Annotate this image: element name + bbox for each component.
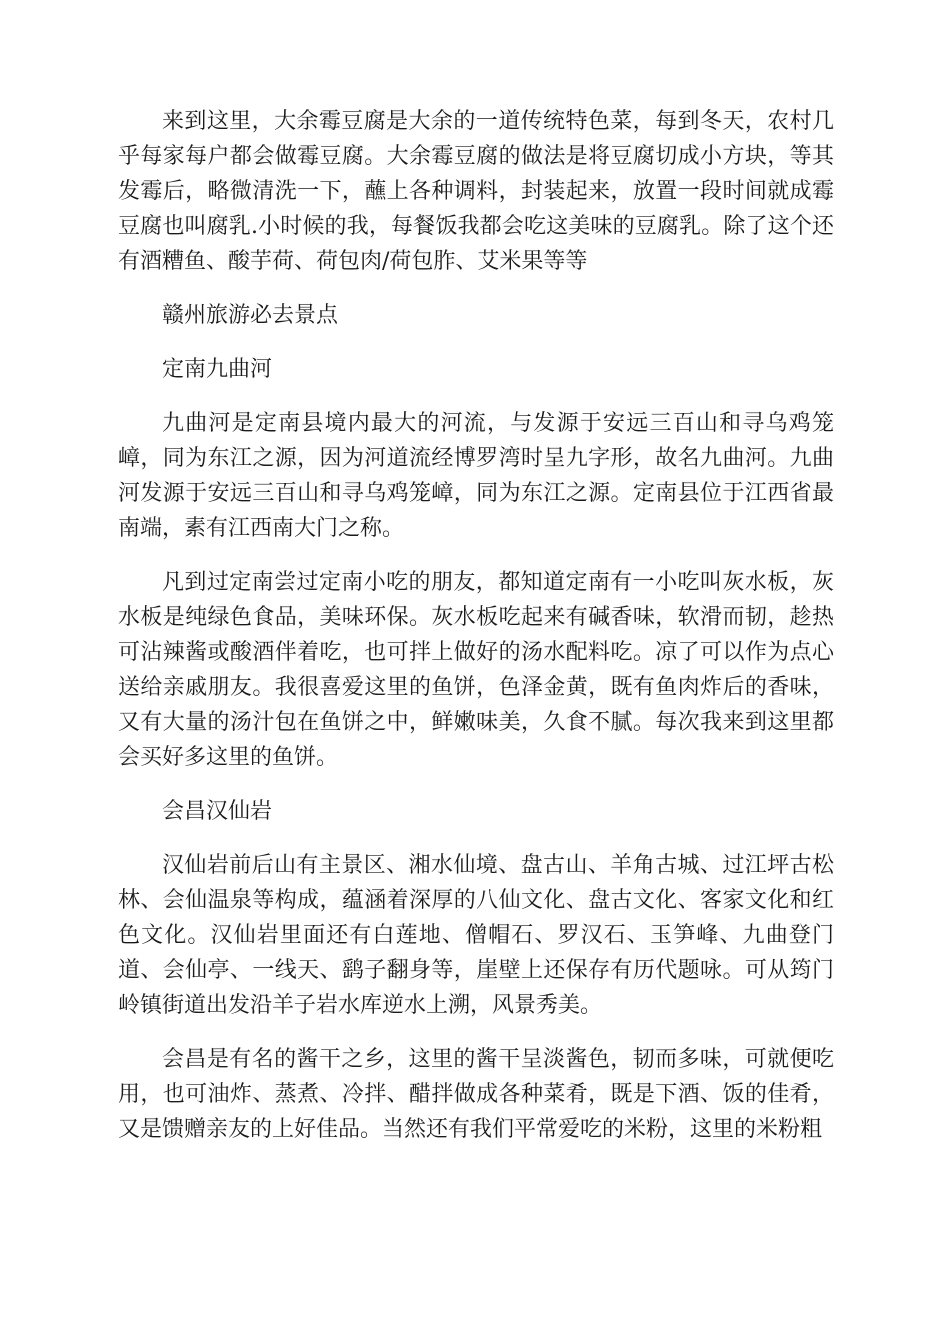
section-heading-ganzhou-attractions: 赣州旅游必去景点	[162, 303, 339, 328]
paragraph-jiuqu-river: 九曲河是定南县境内最大的河流，与发源于安远三百山和寻乌鸡笼嶂，同为东江之源，因为河道流经博罗湾时呈九字形，故名九曲河。九曲河发源于安远三百山和寻乌鸡笼嶂，同为东江之源。定南县位于江西省最南端，素有江西南大门之称。	[118, 411, 834, 541]
section-heading-dingnan-jiuqu-river: 定南九曲河	[162, 357, 273, 382]
section-heading-huichang-hanxianyan: 会昌汉仙岩	[162, 799, 273, 824]
document-page	[118, 104, 834, 1166]
paragraph-hanxianyan: 汉仙岩前后山有主景区、湘水仙境、盘古山、羊角古城、过江坪古松林、会仙温泉等构成，蕴涵着深厚的八仙文化、盘古文化、客家文化和红色文化。汉仙岩里面还有白莲地、僧帽石、罗汉石、玉笋峰、九曲登门道、会仙亭、一线天、鹞子翻身等，崖壁上还保存有历代题咏。可从筠门岭镇街道出发沿羊子岩水库逆水上溯，风景秀美。	[118, 853, 834, 1018]
paragraph-dingnan-snacks: 凡到过定南尝过定南小吃的朋友，都知道定南有一小吃叫灰水板，灰水板是纯绿色食品，美味环保。灰水板吃起来有碱香味，软滑而韧，趁热可沾辣酱或酸酒伴着吃，也可拌上做好的汤水配料吃。凉了可以作为点心送给亲戚朋友。我很喜爱这里的鱼饼，色泽金黄，既有鱼肉炸后的香味，又有大量的汤汁包在鱼饼之中，鲜嫩味美，久食不腻。每次我来到这里都会买好多这里的鱼饼。	[118, 570, 834, 770]
paragraph-dayu-tofu: 来到这里，大余霉豆腐是大余的一道传统特色菜，每到冬天，农村几乎每家每户都会做霉豆腐。大余霉豆腐的做法是将豆腐切成小方块，等其发霉后，略微清洗一下，蘸上各种调料，封装起来，放置一段时间就成霉豆腐也叫腐乳.小时候的我，每餐饭我都会吃这美味的豆腐乳。除了这个还有酒糟鱼、酸芋荷、荷包肉/荷包胙、艾米果等等	[118, 109, 834, 274]
paragraph-huichang-jianggan: 会昌是有名的酱干之乡，这里的酱干呈淡酱色，韧而多味，可就便吃用，也可油炸、蒸煮、冷拌、醋拌做成各种菜肴，既是下酒、饭的佳肴，又是馈赠亲友的上好佳品。当然还有我们平常爱吃的米粉，这里的米粉粗	[118, 1047, 834, 1142]
